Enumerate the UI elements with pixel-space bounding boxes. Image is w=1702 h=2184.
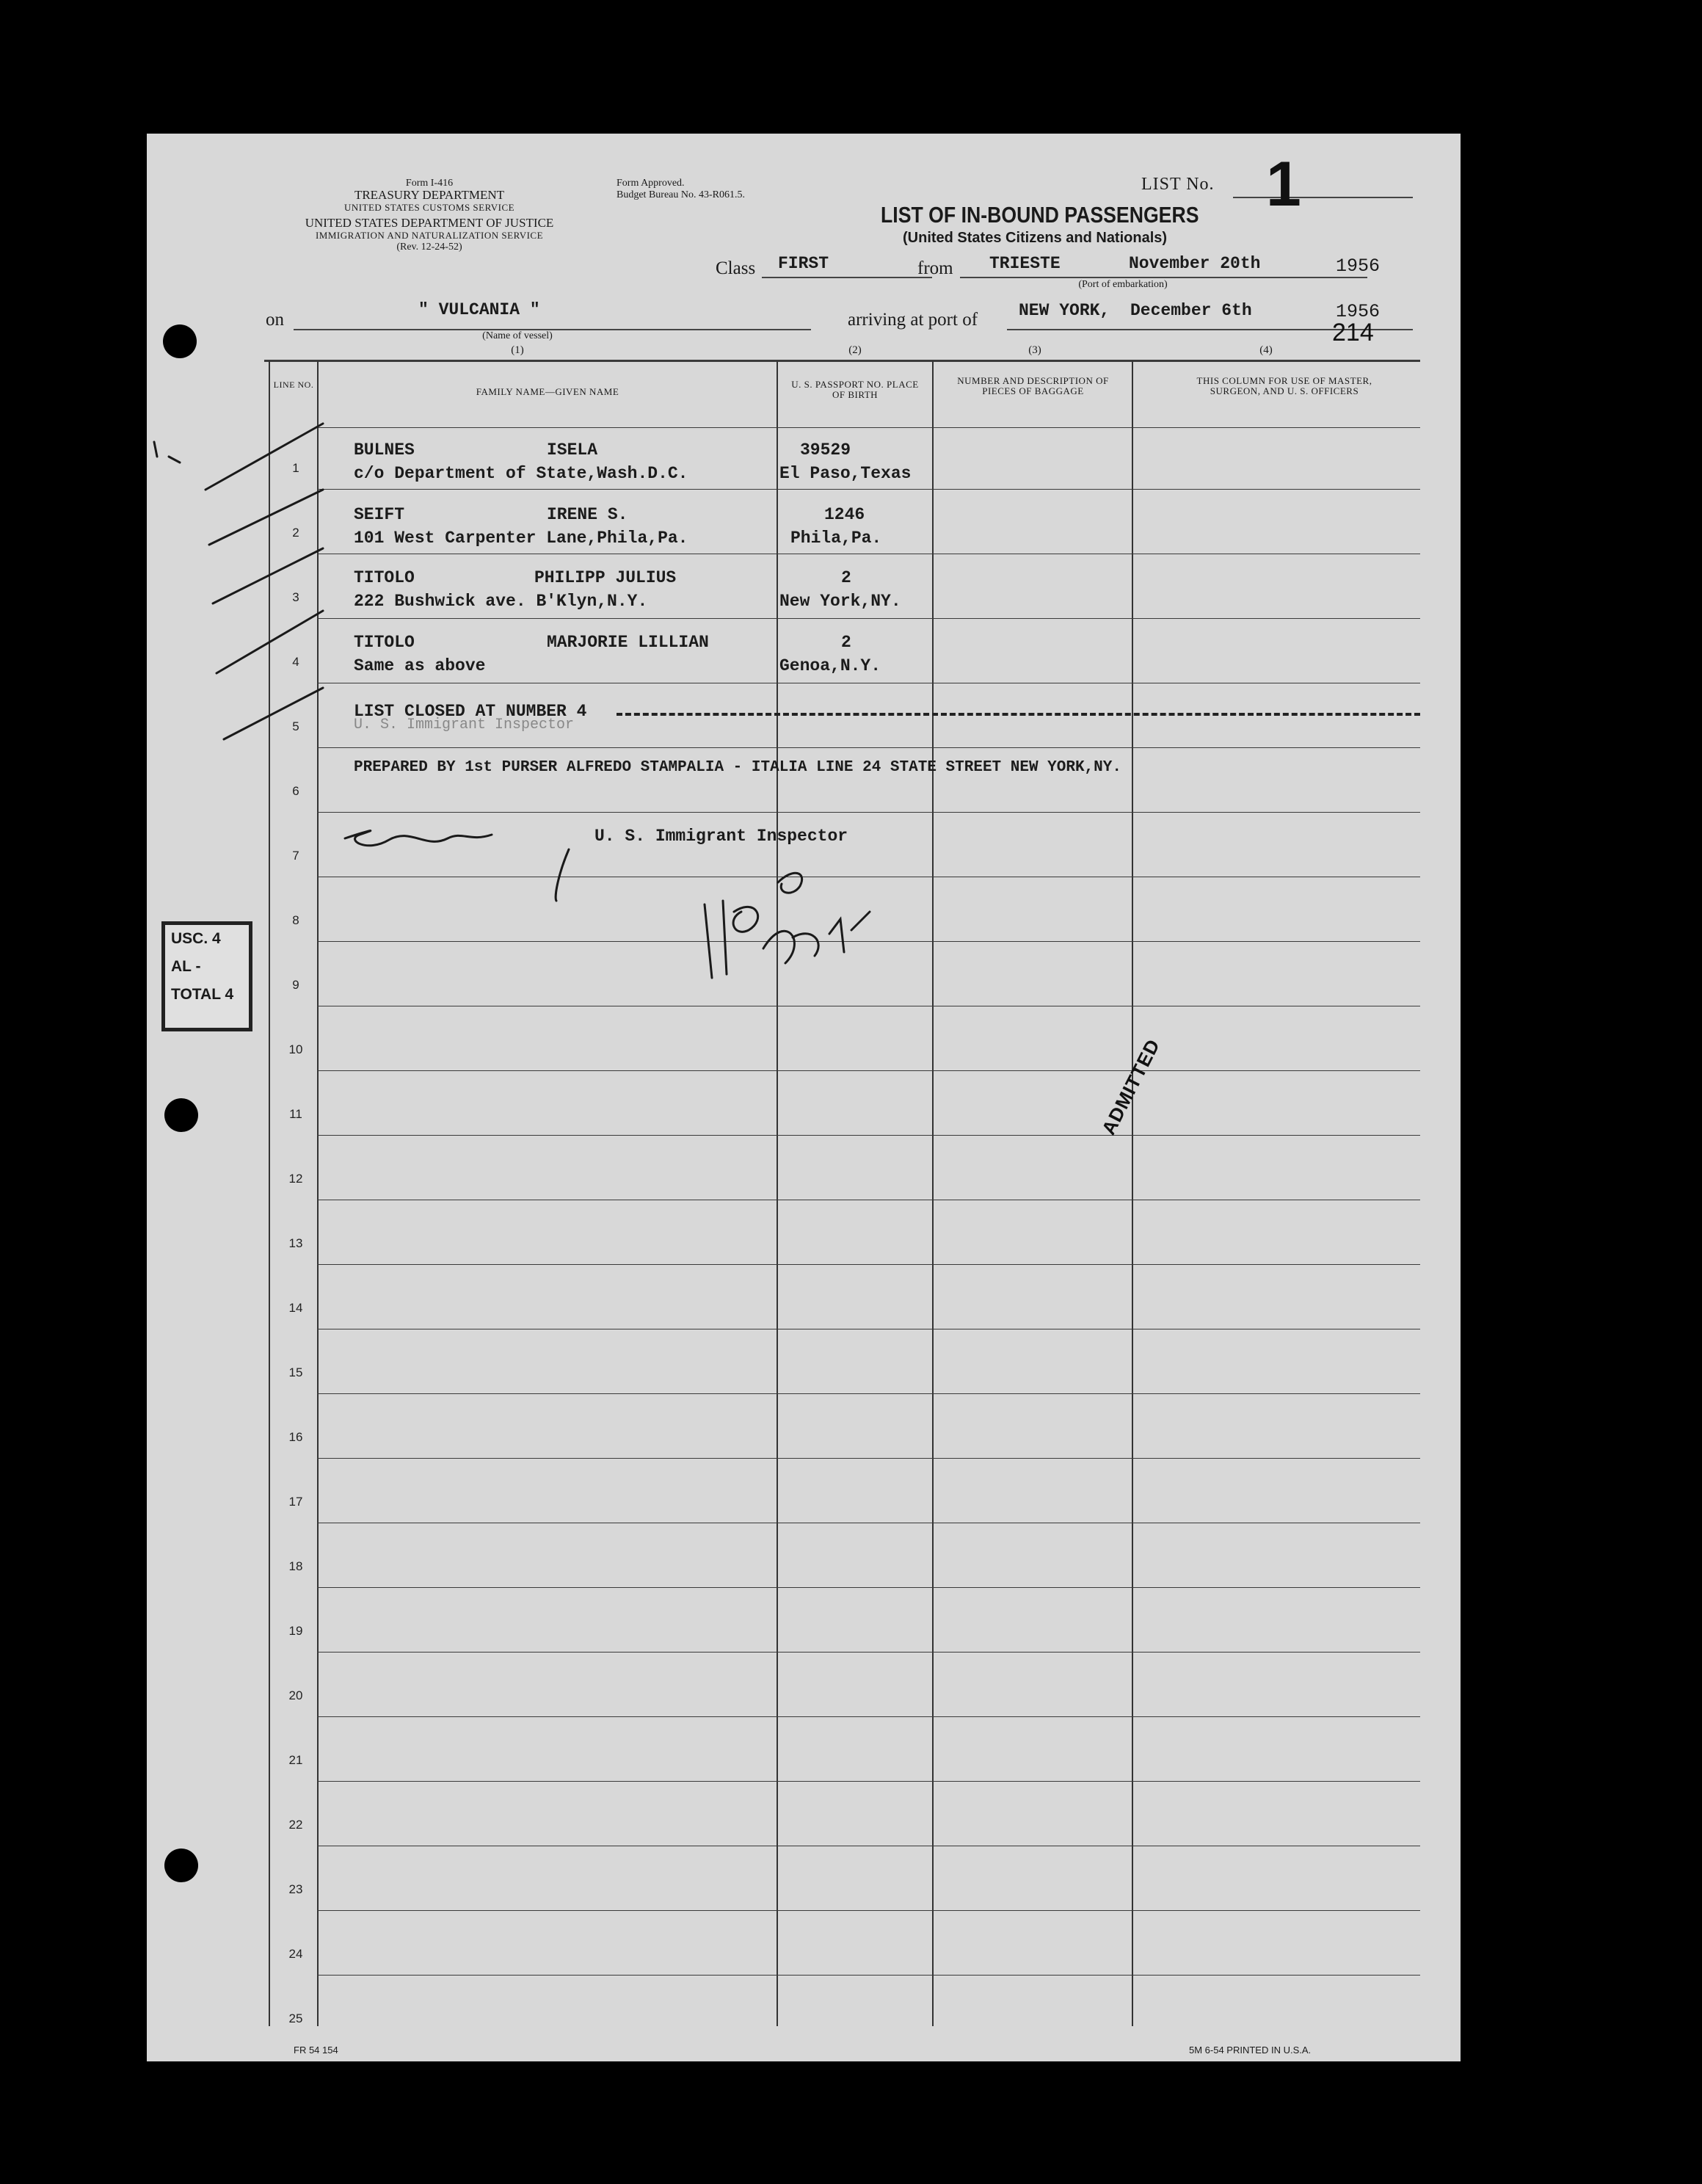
entry-passport: 39529	[800, 440, 851, 460]
line-number: 9	[292, 978, 299, 992]
entry-family-name: BULNES	[354, 440, 415, 460]
line-number: 11	[289, 1107, 302, 1121]
from-label: from	[917, 258, 953, 278]
class-label: Class	[716, 258, 756, 278]
page-subtitle: (United States Citizens and Nationals)	[903, 230, 1168, 246]
line-number: 10	[288, 1042, 303, 1056]
entry-given-name: IRENE S.	[547, 505, 628, 524]
handwriting-overlay	[147, 134, 1461, 2061]
prepared-by-text: PREPARED BY 1st PURSER ALFREDO STAMPALIA - ITALIA LINE 24 STATE STREET NEW YORK,NY.	[354, 759, 1121, 776]
entry-birthplace: New York,NY.	[779, 592, 901, 611]
form-revision: (Rev. 12-24-52)	[396, 242, 462, 253]
header-line-no: LINE NO.	[273, 380, 314, 390]
line-number: 15	[288, 1365, 303, 1379]
header-officers: THIS COLUMN FOR USE OF MASTER, SURGEON, AND U. S. OFFICERS	[1196, 375, 1372, 396]
line-number: 13	[288, 1236, 303, 1250]
budget-bureau: Budget Bureau No. 43-R061.5.	[617, 189, 745, 200]
header-family-name: FAMILY NAME—GIVEN NAME	[476, 386, 619, 397]
line-number: 20	[288, 1688, 303, 1702]
dept-treasury-sub: UNITED STATES CUSTOMS SERVICE	[343, 202, 515, 213]
entry-family-name: SEIFT	[354, 505, 405, 524]
dept-treasury: TREASURY DEPARTMENT	[354, 188, 505, 202]
citizen-count-stamp	[161, 921, 252, 1031]
list-closed-text: LIST CLOSED AT NUMBER 4	[354, 702, 587, 721]
line-number: 17	[288, 1495, 303, 1509]
line-number: 5	[292, 719, 299, 733]
punch-hole	[164, 1849, 198, 1882]
line-number: 14	[288, 1301, 303, 1315]
form-number: Form I-416	[405, 178, 454, 189]
stamp-line-total: TOTAL 4	[171, 986, 234, 1003]
entry-address: Same as above	[354, 656, 486, 675]
entry-family-name: TITOLO	[354, 633, 415, 652]
line-number: 8	[292, 913, 299, 927]
on-label: on	[266, 310, 284, 330]
line-number: 2	[292, 526, 299, 540]
dept-justice: UNITED STATES DEPARTMENT OF JUSTICE	[305, 216, 554, 230]
inspector-signature-label: U. S. Immigrant Inspector	[594, 827, 848, 846]
footer-print-info: 5M 6-54 PRINTED IN U.S.A.	[1189, 2045, 1312, 2056]
from-port: TRIESTE	[989, 254, 1061, 273]
arriving-label: arriving at port of	[848, 310, 978, 330]
entry-address: 101 West Carpenter Lane,Phila,Pa.	[354, 529, 688, 548]
arrival-date: December 6th	[1130, 301, 1252, 320]
entry-given-name: PHILIPP JULIUS	[534, 568, 677, 587]
col-index-2: (2)	[848, 344, 862, 356]
class-value: FIRST	[778, 254, 829, 273]
dept-justice-sub: IMMIGRATION AND NATURALIZATION SERVICE	[315, 230, 544, 241]
form-approved: Form Approved.	[617, 178, 685, 189]
line-number: 7	[292, 849, 299, 863]
line-number: 23	[288, 1882, 303, 1896]
port-embarkation-label: (Port of embarkation)	[1078, 279, 1168, 290]
line-number: 21	[288, 1753, 303, 1767]
entry-address: c/o Department of State,Wash.D.C.	[354, 464, 688, 483]
col-index-1: (1)	[511, 344, 524, 356]
header-baggage: NUMBER AND DESCRIPTION OF PIECES OF BAGGAGE	[957, 375, 1109, 396]
document-sheet	[147, 134, 1461, 2061]
line-number: 1	[292, 461, 299, 475]
arrival-port: NEW YORK,	[1019, 301, 1110, 320]
punch-hole	[163, 324, 197, 358]
footer-form-code: FR 54 154	[294, 2045, 338, 2056]
col-index-3: (3)	[1028, 344, 1041, 356]
line-number: 24	[288, 1947, 303, 1961]
page-title: LIST OF IN-BOUND PASSENGERS	[881, 202, 1199, 228]
line-number: 3	[292, 590, 299, 604]
entry-birthplace: Genoa,N.Y.	[779, 656, 881, 675]
list-no-value: 1	[1266, 149, 1301, 220]
line-number: 6	[292, 784, 299, 798]
line-number: 4	[292, 655, 299, 669]
from-date: November 20th	[1129, 254, 1261, 273]
col-index-4: (4)	[1259, 344, 1273, 356]
punch-hole	[164, 1098, 198, 1132]
entry-given-name: MARJORIE LILLIAN	[547, 633, 709, 652]
entry-birthplace: Phila,Pa.	[790, 529, 882, 548]
from-year: 1956	[1336, 255, 1381, 277]
stamp-line-usc: USC. 4	[171, 930, 221, 947]
page-number-stamp: 214	[1332, 319, 1374, 347]
arrival-year: 1956	[1336, 301, 1381, 322]
line-number: 12	[288, 1172, 303, 1186]
vessel-name: " VULCANIA "	[418, 300, 540, 319]
line-number: 25	[288, 2011, 303, 2025]
stamp-line-al: AL -	[171, 958, 201, 975]
entry-birthplace: El Paso,Texas	[779, 464, 912, 483]
line-number: 16	[288, 1430, 303, 1444]
entry-given-name: ISELA	[547, 440, 598, 460]
list-no-label: LIST No.	[1141, 175, 1215, 194]
line-number: 22	[288, 1818, 303, 1832]
entry-address: 222 Bushwick ave. B'Klyn,N.Y.	[354, 592, 648, 611]
line-number: 18	[288, 1559, 303, 1573]
header-passport: U. S. PASSPORT NO. PLACE OF BIRTH	[791, 379, 919, 400]
entry-family-name: TITOLO	[354, 568, 415, 587]
entry-passport: 2	[841, 633, 851, 652]
entry-passport: 1246	[824, 505, 865, 524]
vessel-name-label: (Name of vessel)	[482, 330, 553, 341]
struck-inspector-text: U. S. Immigrant Inspector	[354, 716, 575, 733]
entry-passport: 2	[841, 568, 851, 587]
line-number: 19	[288, 1624, 303, 1638]
admitted-stamp: ADMITTED	[1097, 1035, 1165, 1139]
